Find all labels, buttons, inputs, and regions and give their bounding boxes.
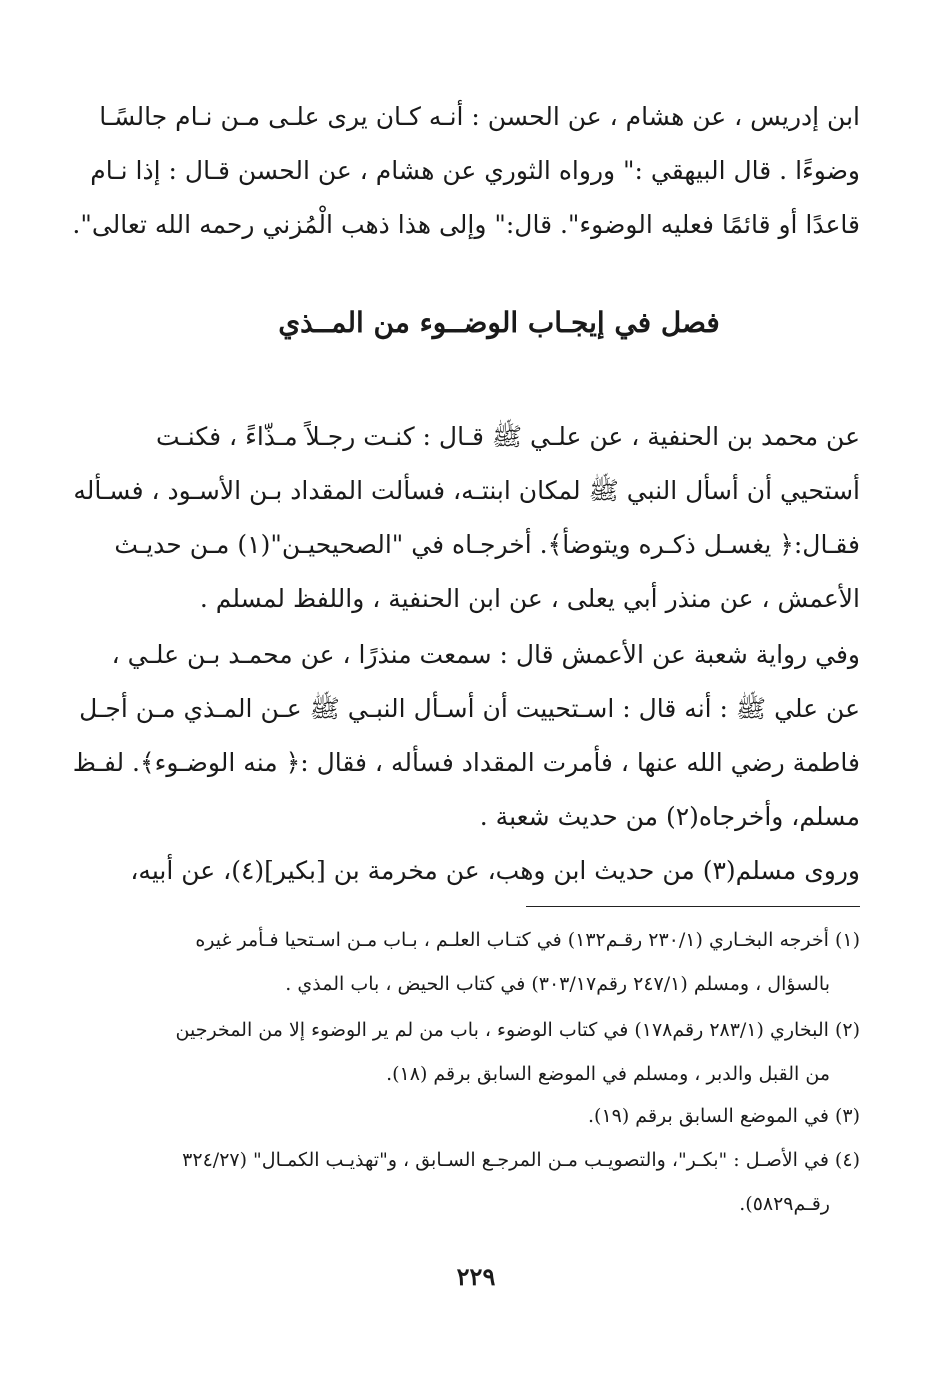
footnote-line: من القبل والدبر ، ومسلم في الموضع السابق برقم (١٨). xyxy=(386,1063,830,1085)
top-paragraph xyxy=(72,90,860,252)
text-line: مسلم، وأخرجاه(٢) من حديث شعبة . xyxy=(479,802,860,831)
text-line: أستحيي أن أسأل النبي ﷺ لمكان ابنتـه، فسألت المقداد بـن الأسـود ، فسـأله xyxy=(73,476,860,505)
footnote-line: بالسؤال ، ومسلم (٢٤٧/١ رقم٣٠٣/١٧) في كتاب الحيض ، باب المذي . xyxy=(285,973,830,995)
footnote-3 xyxy=(138,1094,860,1138)
footnote-line: (٢) البخاري (٢٨٣/١ رقم١٧٨) في كتاب الوضوء ، باب من لم ير الوضوء إلا من المخرجين xyxy=(175,1019,860,1041)
text-line: وروى مسلم(٣) من حديث ابن وهب، عن مخرمة بن [بكير](٤)، عن أبيه، xyxy=(130,856,860,885)
text-line: عن علي ﷺ : أنه قال : اسـتحييت أن أسـأل النبـي ﷺ عـن المـذي مـن أجـل xyxy=(79,694,860,723)
footnote-separator xyxy=(526,906,860,907)
paragraph-3 xyxy=(130,844,860,898)
footnote-2 xyxy=(138,1008,860,1096)
text-line: وفي رواية شعبة عن الأعمش قال : سمعت منذرًا ، عن محمـد بـن علـي ، xyxy=(111,640,860,669)
text-line: عن محمد بن الحنفية ، عن علـي ﷺ قـال : كنـت رجـلاً مـذّاءً ، فكنـت xyxy=(155,422,860,451)
footnote-line: رقـم٥٨٢٩). xyxy=(739,1193,830,1215)
paragraph-2 xyxy=(72,628,860,844)
text-line: الأعمش ، عن منذر أبي يعلى ، عن ابن الحنفية ، واللفظ لمسلم . xyxy=(199,584,860,613)
footnote-4 xyxy=(138,1138,860,1226)
footnote-line: (٣) في الموضع السابق برقم (١٩). xyxy=(587,1105,860,1127)
text-line: فقـال:﴿ يغسـل ذكـره ويتوضأ﴾. أخرجـاه في "الصحيحيـن"(١) مـن حديـث xyxy=(114,530,860,559)
footnote-line: (٤) في الأصـل : "بكـر"، والتصويـب مـن المرجـع السـابق ، و"تهذيـب الكمـال" (٣٢٤/٢٧ xyxy=(182,1149,860,1171)
text-line: فاطمة رضي الله عنها ، فأمرت المقداد فسأله ، فقال :﴿ منه الوضـوء﴾. لفـظ xyxy=(72,748,860,777)
text-line: ابن إدريس ، عن هشام ، عن الحسن : أنـه كـان يرى علـى مـن نـام جالسًـا xyxy=(99,102,860,131)
footnote-line: (١) أخرجه البخـاري (٢٣٠/١ رقـم١٣٢) في كتـاب العلـم ، بـاب مـن اسـتحيا فـأمر غيره xyxy=(195,929,860,951)
section-heading: فصل في إيجـاب الوضــوء من المــذي xyxy=(278,306,720,339)
text-line: قاعدًا أو قائمًا فعليه الوضوء". قال:" وإلى هذا ذهب الْمُزني رحمه الله تعالى". xyxy=(72,210,860,239)
page-number: ٢٢٩ xyxy=(456,1262,496,1291)
footnote-1 xyxy=(138,918,860,1006)
text-line: وضوءًا . قال البيهقي :" ورواه الثوري عن هشام ، عن الحسن قـال : إذا نـام xyxy=(90,156,860,185)
paragraph-1 xyxy=(73,410,860,626)
